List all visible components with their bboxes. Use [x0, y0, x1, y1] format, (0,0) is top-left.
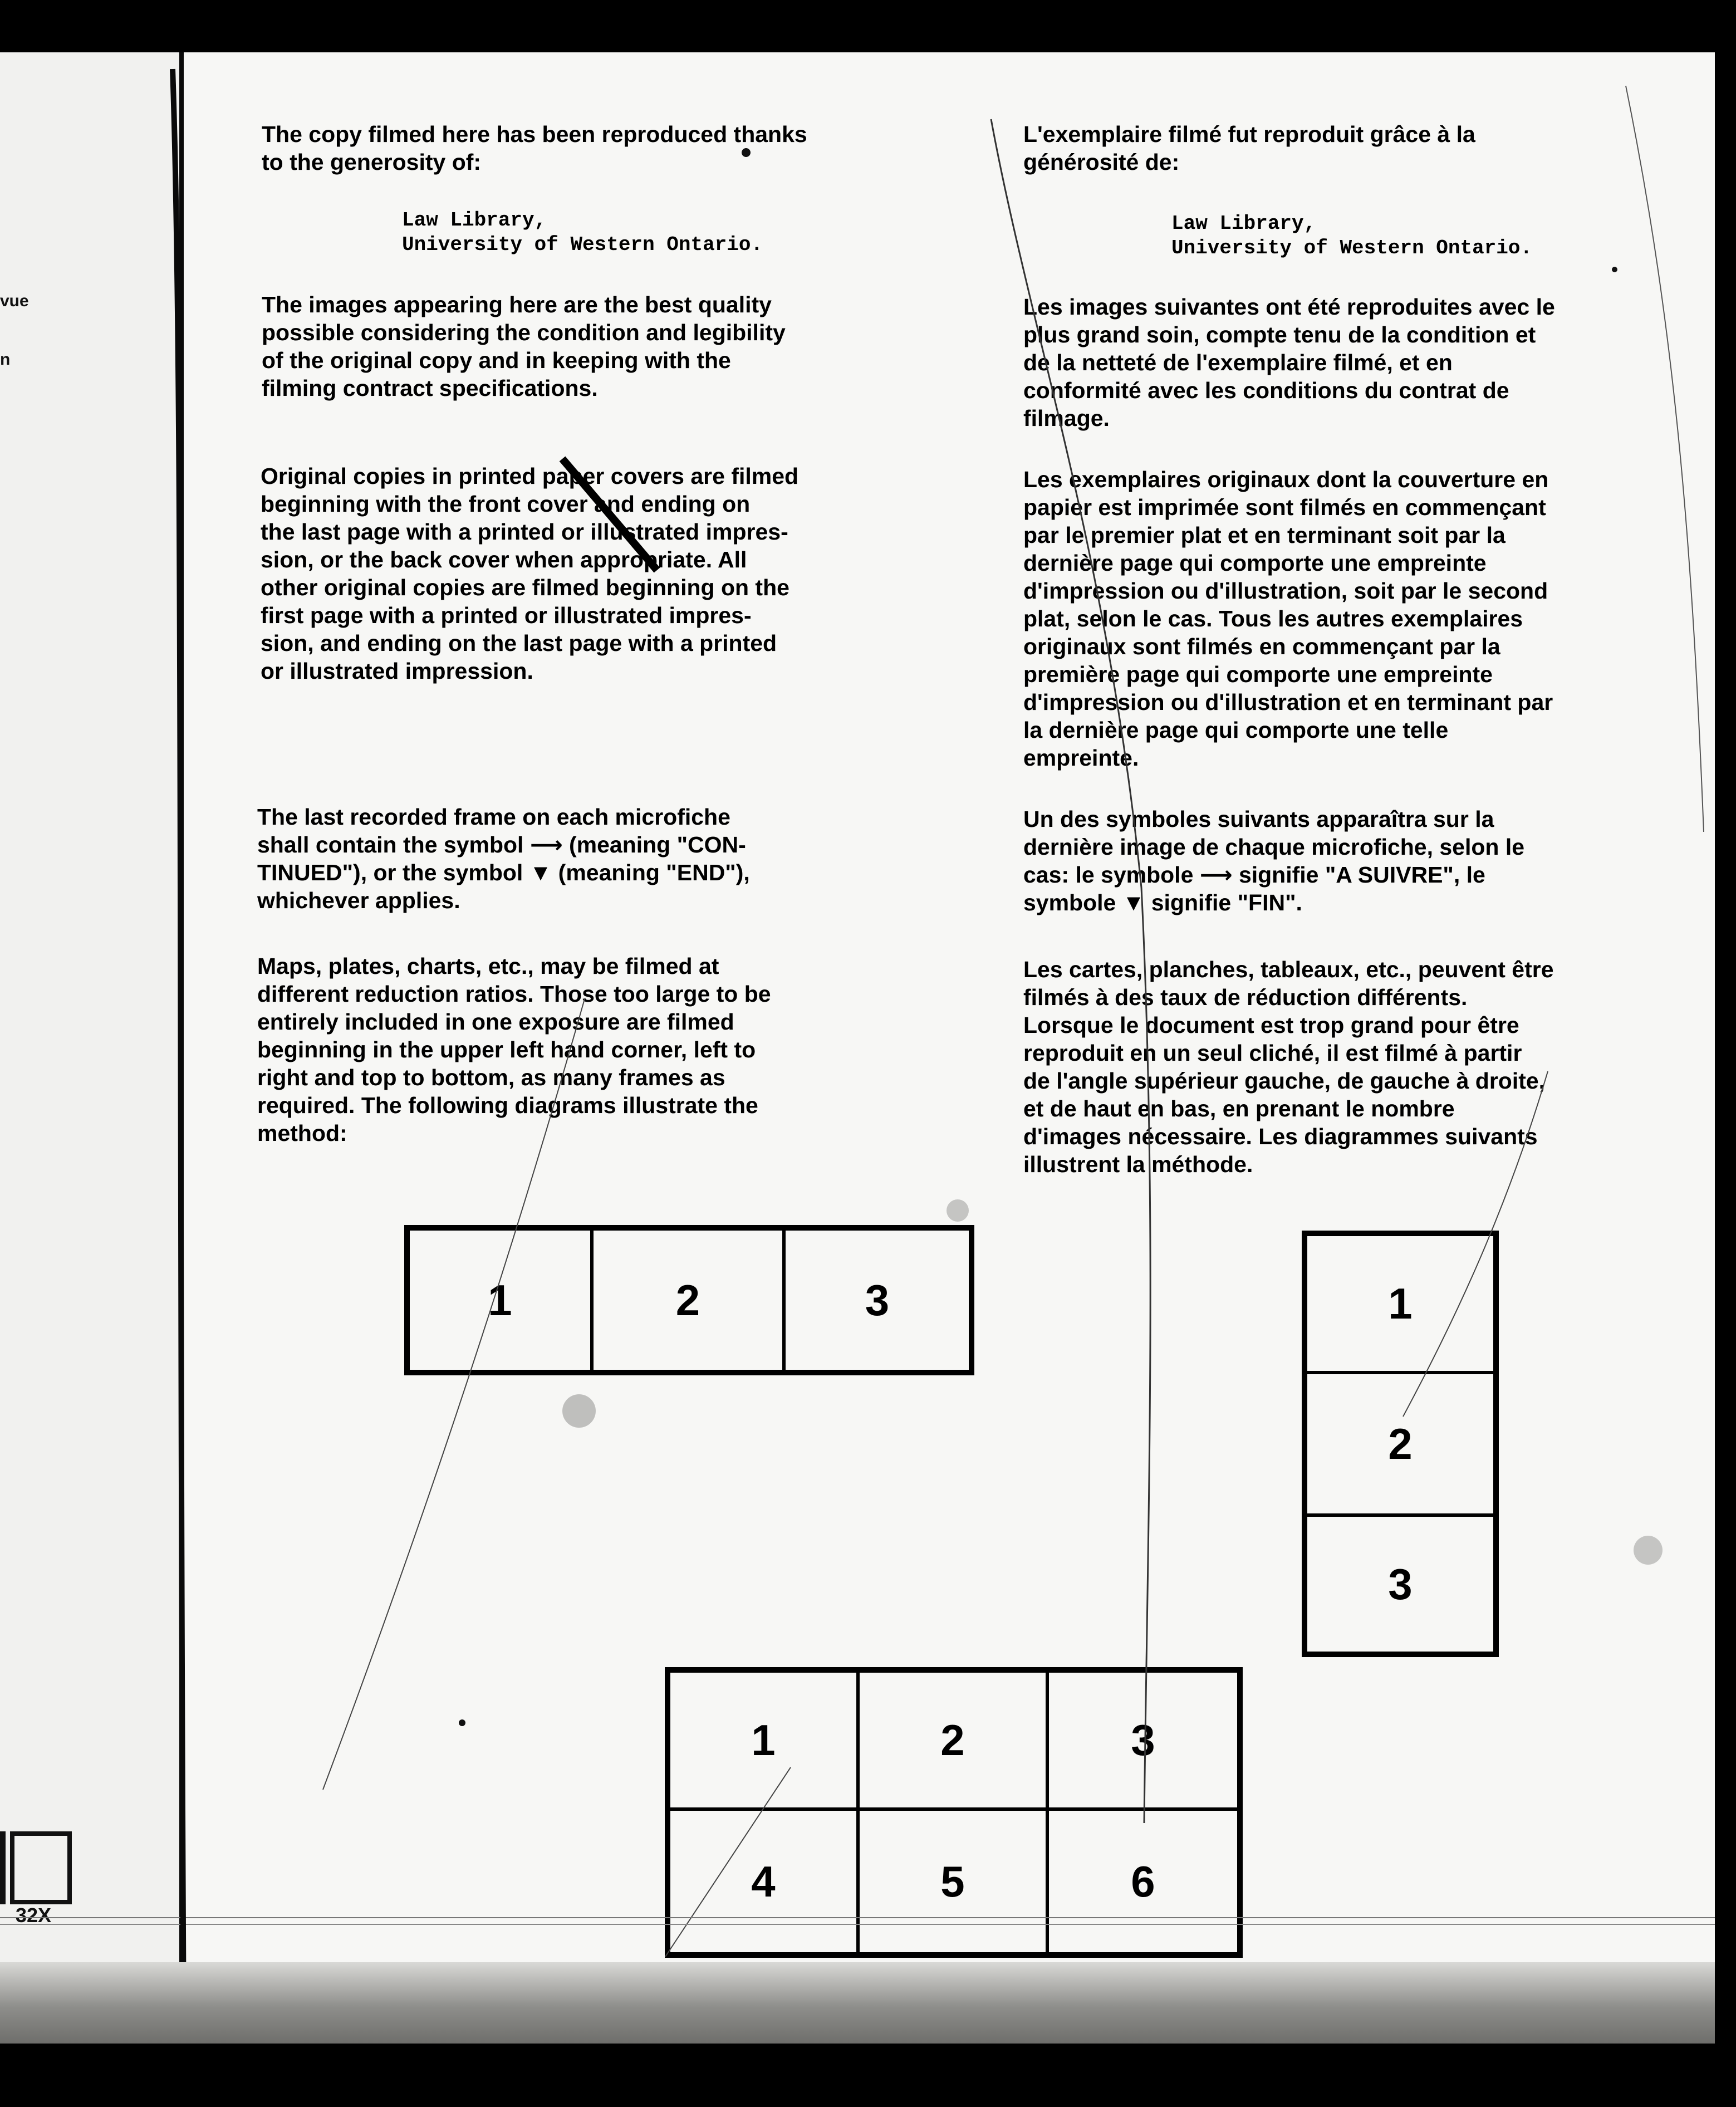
french-intro: L'exemplaire filmé fut reproduit grâce à la générosité de:	[1023, 121, 1475, 175]
french-maps: Les cartes, planches, tableaux, etc., peuvent être filmés à des taux de réduction différents. Lorsque le document est trop grand pour être reproduit en un seul cliché, il est filmé à partir de l'angle supérieur gauche, de gauche à droite, et de haut en bas, en prenant le nombre d'images nécessaire. Les diagrammes suivants illustrent la méthode.	[1023, 957, 1554, 1177]
dust-spot	[459, 1719, 465, 1726]
english-intro: The copy filmed here has been reproduced thanks to the generosity of:	[262, 121, 807, 175]
pen-stroke	[562, 459, 657, 570]
page-gutter	[173, 69, 184, 2035]
frame-cell: 6	[1047, 1809, 1239, 1954]
frame-cell: 1	[408, 1229, 592, 1371]
frame-cell: 3	[1047, 1671, 1239, 1809]
frame-cell: 1	[1306, 1234, 1495, 1373]
frame-cell: 3	[1306, 1515, 1495, 1653]
scratch-line	[1403, 1071, 1548, 1417]
frame-cell: 2	[858, 1671, 1047, 1809]
frame-cell: 5	[858, 1809, 1047, 1954]
english-symbols: The last recorded frame on each microfiche shall contain the symbol ⟶ (meaning "CON- TINUED"), or the symbol ▼ (meaning "END"), whichever applies.	[257, 804, 750, 913]
strip-fragment-2: n	[0, 350, 11, 369]
scratch-line	[665, 1767, 791, 1957]
scratch-line	[991, 119, 1150, 1823]
dust-spot	[1634, 1536, 1663, 1565]
dust-spot	[742, 148, 751, 157]
scratch-line	[323, 999, 585, 1790]
reduction-ratio-label: 32X	[16, 1904, 52, 1927]
french-original-copies: Les exemplaires originaux dont la couverture en papier est imprimée sont filmés en commençant par le premier plat et en terminant soit par la dernière page qui comporte une empreinte d'impression ou d'illustration, soit par le second plat, selon le cas. Tous les autres exemplaires originaux sont filmés en commençant par la première page qui comporte une empreinte d'impression ou d'illustration et en terminant par la dernière page qui comporte une telle empreinte.	[1023, 467, 1553, 771]
french-address: Law Library, University of Western Ontario.	[1171, 212, 1533, 259]
dust-spot	[1612, 267, 1617, 272]
microfiche-page	[0, 52, 1715, 2044]
french-image-quality: Les images suivantes ont été reproduites avec le plus grand soin, compte tenu de la condition et de la netteté de l'exemplaire filmé, et en conformité avec les conditions du contrat de filmage.	[1023, 294, 1555, 431]
strip-fragment-1: vue	[0, 292, 29, 310]
frame-cell: 1	[669, 1671, 858, 1809]
frame-cell: 2	[1306, 1373, 1495, 1515]
film-edge-grain	[0, 1962, 1715, 2044]
frame-cell: 2	[592, 1229, 784, 1371]
scratch-line	[1626, 86, 1704, 832]
french-symbols: Un des symboles suivants apparaîtra sur la dernière image de chaque microfiche, selon le cas: le symbole ⟶ signifie "A SUIVRE", le symbole ▼ signifie "FIN".	[1023, 806, 1525, 915]
english-maps: Maps, plates, charts, etc., may be filmed at different reduction ratios. Those too large to be entirely included in one exposure are filmed beginning in the upper left hand corner, left to right and top to bottom, as many frames as required. The following diagrams illustrate the method:	[257, 953, 771, 1146]
frame-cell: 4	[669, 1809, 858, 1954]
english-original-copies: Original copies in printed covers are filmed beginning with the front cover and ending on the last page with a printed or illustrated impres- sion, or the back cover when All other original copies are filmed beginning on the first page with a printed or illustrated impres- sion, and ending on the last page with a printed or illustrated impression.	[261, 463, 799, 684]
english-image-quality: The images appearing here are the best quality possible considering the condition and legibility of the original copy and in keeping with the filming contract specifications.	[262, 292, 786, 401]
dust-spot	[947, 1199, 969, 1222]
dust-spot	[562, 1394, 596, 1428]
film-scratches	[0, 52, 1715, 2044]
frame-cell: 3	[784, 1229, 970, 1371]
english-address: Law Library, University of Western Ontario.	[402, 209, 763, 256]
